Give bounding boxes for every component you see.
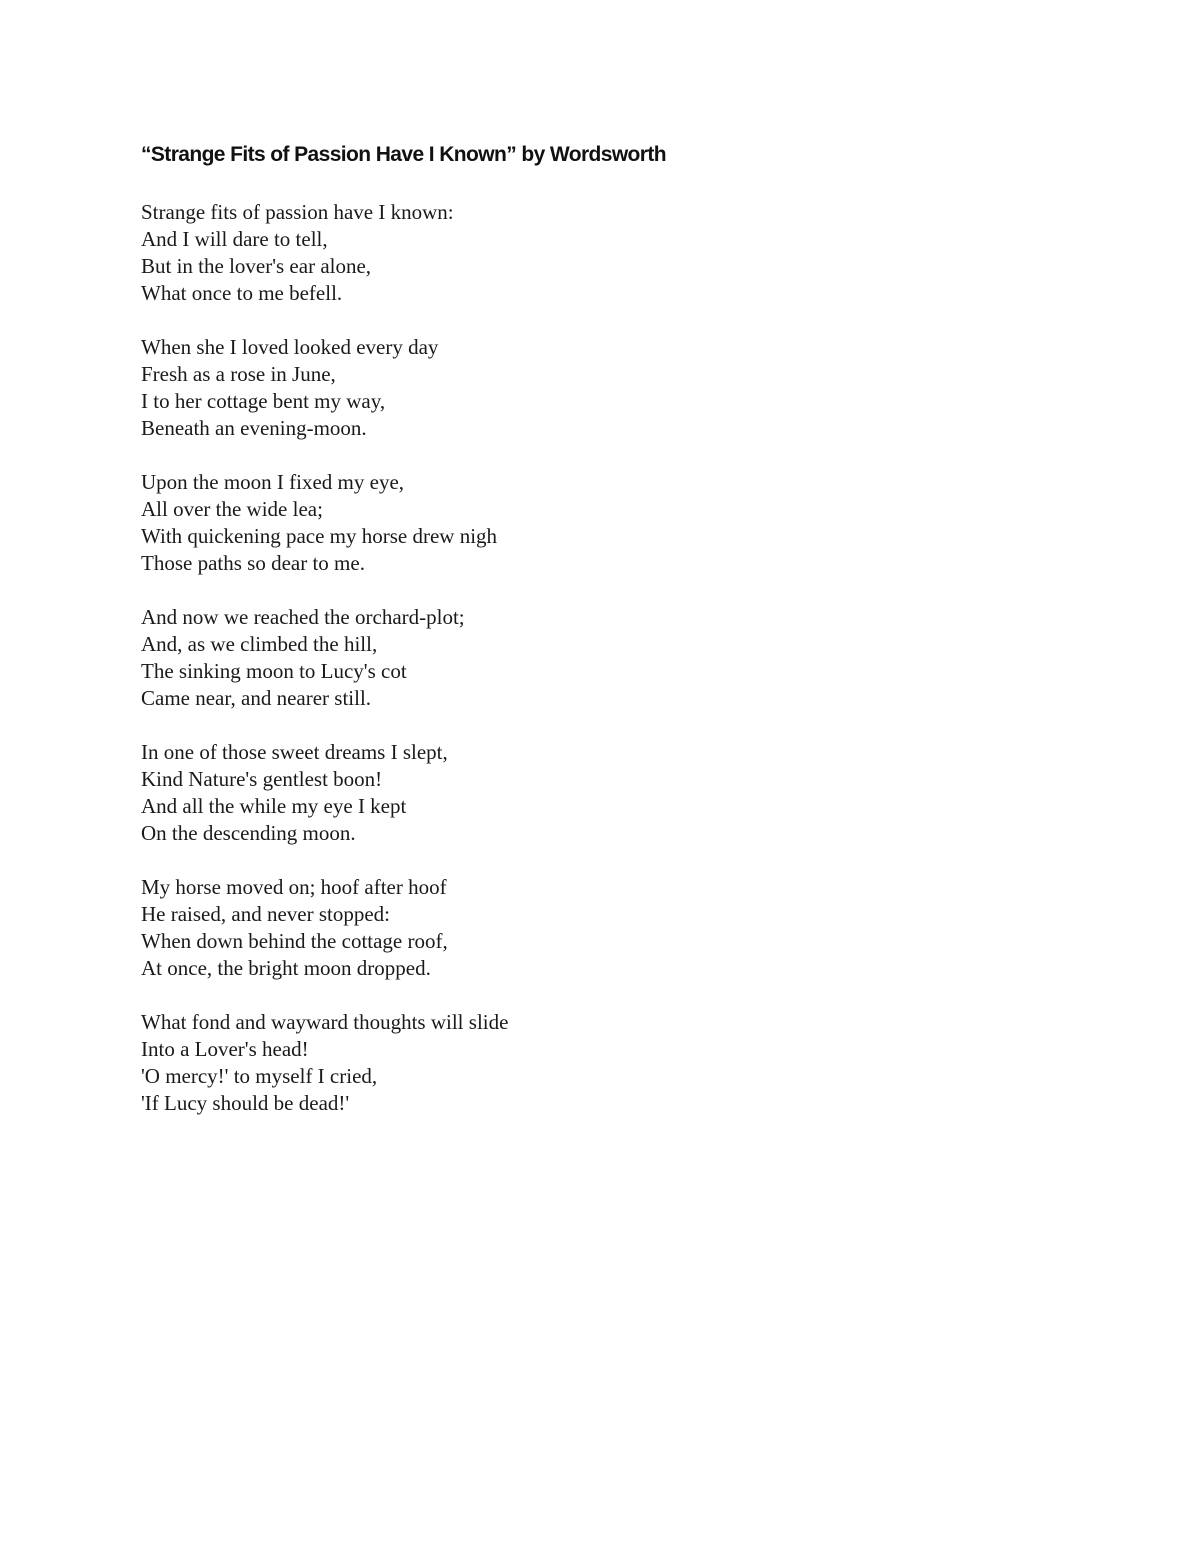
stanza-4 — [141, 604, 1041, 712]
stanza-3 — [141, 469, 1041, 577]
poem-line: Upon the moon I fixed my eye, — [141, 470, 405, 494]
stanza-2 — [141, 334, 1041, 442]
poem-line: Those paths so dear to me. — [141, 551, 365, 575]
poem-line: What fond and wayward thoughts will slide — [141, 1010, 509, 1034]
poem-line: Beneath an evening-moon. — [141, 416, 367, 440]
poem-line: Into a Lover's head! — [141, 1037, 309, 1061]
poem-body — [141, 199, 1041, 1144]
poem-line: But in the lover's ear alone, — [141, 254, 372, 278]
stanza-5 — [141, 739, 1041, 847]
stanza-7 — [141, 1009, 1041, 1117]
poem-line: Came near, and nearer still. — [141, 686, 372, 710]
poem-line: 'If Lucy should be dead!' — [141, 1091, 350, 1115]
poem-line: And now we reached the orchard-plot; — [141, 605, 465, 629]
poem-line: Kind Nature's gentlest boon! — [141, 767, 383, 791]
page-title: “Strange Fits of Passion Have I Known” by Wordsworth — [141, 143, 666, 166]
poem-line: 'O mercy!' to myself I cried, — [141, 1064, 378, 1088]
poem-line: The sinking moon to Lucy's cot — [141, 659, 407, 683]
poem-line: At once, the bright moon dropped. — [141, 956, 431, 980]
stanza-1 — [141, 199, 1041, 307]
poem-line: With quickening pace my horse drew nigh — [141, 524, 498, 548]
poem-line: When she I loved looked every day — [141, 335, 439, 359]
poem-line: All over the wide lea; — [141, 497, 323, 521]
poem-line: My horse moved on; hoof after hoof — [141, 875, 447, 899]
poem-line: Strange fits of passion have I known: — [141, 200, 454, 224]
poem-line: And, as we climbed the hill, — [141, 632, 378, 656]
poem-line: In one of those sweet dreams I slept, — [141, 740, 448, 764]
poem-line: Fresh as a rose in June, — [141, 362, 336, 386]
poem-line: What once to me befell. — [141, 281, 343, 305]
poem-line: And all the while my eye I kept — [141, 794, 407, 818]
poem-line: And I will dare to tell, — [141, 227, 328, 251]
stanza-6 — [141, 874, 1041, 982]
poem-line: I to her cottage bent my way, — [141, 389, 386, 413]
poem-line: He raised, and never stopped: — [141, 902, 390, 926]
poem-line: When down behind the cottage roof, — [141, 929, 448, 953]
poem-line: On the descending moon. — [141, 821, 356, 845]
